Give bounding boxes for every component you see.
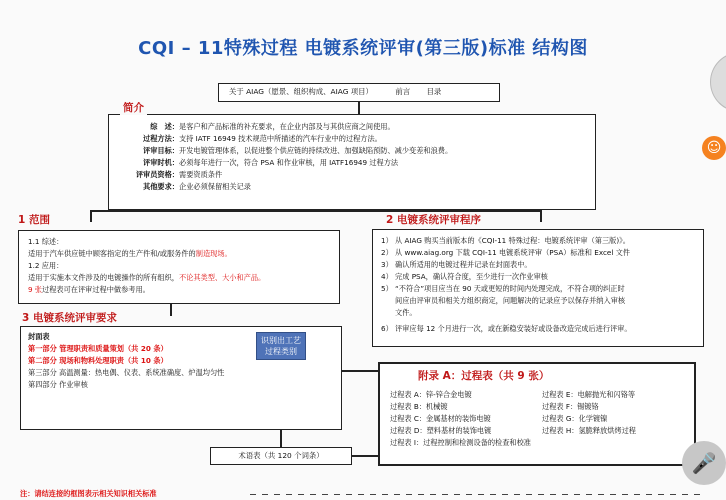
req-part: 第三部分 高温测量：热电偶、仪表、系统准确度、炉温均匀性 xyxy=(28,368,225,377)
connector-req-right xyxy=(342,370,378,372)
footer-dashes xyxy=(250,494,700,495)
intro-row: 其他要求：企业必须保留相关记录 xyxy=(143,182,251,191)
procedure-item: 间应由评审员和相关方组织商定，问题解决的记录应予以保存并纳入审核 xyxy=(395,296,626,305)
scope-line: 适用于汽车供应链中顾客指定的生产件和/或服务件的制造现场。 xyxy=(28,249,232,258)
intro-heading: 简介 xyxy=(120,100,147,115)
toc-text: 目录 xyxy=(426,87,442,96)
procedure-item: 3） 确认所适用的电镀过程并记录在封面表中。 xyxy=(381,260,532,269)
intro-row: 评审目标：开发电镀管理体系，以促进整个供应链的持续改进、加强缺陷预防、减少变差和浪费。 xyxy=(143,146,453,155)
scope-box xyxy=(18,230,340,304)
req-cover: 封面表 xyxy=(28,332,50,341)
glossary-box: 术语表（共 120 个词条） xyxy=(210,447,352,465)
connector-scope-down xyxy=(170,304,172,316)
page-title: CQI – 11特殊过程 电镀系统评审(第三版)标准 结构图 xyxy=(138,38,588,59)
appendix-grid xyxy=(390,389,694,437)
requirements-heading: 3 电镀系统评审要求 xyxy=(22,312,117,324)
procedure-item: 4） 完成 PSA，确认符合度，至少进行一次作业审核 xyxy=(381,272,548,281)
procedure-item: 2） 从 www.aiag.org 下载 CQI-11 电镀系统评审（PSA）标准和 Excel 文件 xyxy=(381,248,630,257)
appendix-item: 过程表 H：氢脆释放烘烤过程 xyxy=(542,426,636,435)
req-part: 第四部分 作业审核 xyxy=(28,380,88,389)
appendix-item: 过程表 I：过程控制和检测设备的检查和校准 xyxy=(390,438,531,447)
procedure-item: 5） “不符合”项目应当在 90 天或更短的时间内处理完成，不符合项的纠正时 xyxy=(381,284,625,293)
scope-heading: 1 范围 xyxy=(18,214,50,226)
req-part: 第一部分 管理职责和质量策划（共 20 条） xyxy=(28,344,168,353)
connector-top xyxy=(358,102,360,114)
scope-line: 9 张过程表可在评审过程中做参考用。 xyxy=(28,285,150,294)
intro-row: 评审员资格：需要资质条件 xyxy=(135,170,223,179)
preface-text: 前言 xyxy=(395,87,411,96)
appendix-box xyxy=(378,362,696,466)
scope-line: 1.2 应用： xyxy=(28,261,64,270)
connector-right xyxy=(540,210,542,222)
intro-row: 综 述：是客户和产品标准的补充要求，在企业内部及与其供应商之间使用。 xyxy=(150,122,395,131)
req-part: 第二部分 现场和物料处理职责（共 10 条） xyxy=(28,356,168,365)
side-avatar[interactable] xyxy=(710,52,726,112)
appendix-item: 过程表 D：塑料基材的装饰电镀 xyxy=(390,426,492,435)
connector-glossary xyxy=(352,455,378,457)
procedure-heading: 2 电镀系统评审程序 xyxy=(386,214,481,226)
appendix-heading: 附录 A：过程表（共 9 张） xyxy=(418,370,550,382)
top-info-box xyxy=(218,83,500,102)
appendix-item: 过程表 F：锡镀铬 xyxy=(542,402,599,411)
intro-row: 过程方法：支持 IATF 16949 技术规范中所描述的汽车行业中的过程方法。 xyxy=(143,134,382,143)
appendix-item: 过程表 G：化学镀镍 xyxy=(542,414,608,423)
procedure-box xyxy=(372,229,704,347)
appendix-item: 过程表 B：机械镀 xyxy=(390,402,448,411)
procedure-item: 6） 评审应每 12 个月进行一次，或在新稳安装好或设备改造完成后进行评审。 xyxy=(381,324,632,333)
process-category-tag: 识别出工艺过程类别 xyxy=(256,332,306,360)
scope-line: 1.1 综述： xyxy=(28,237,64,246)
intro-box xyxy=(108,114,596,210)
about-aiag-text: 关于 AIAG（愿景、组织构成、AIAG 项目） xyxy=(229,87,373,96)
intro-rows xyxy=(123,121,595,193)
procedure-item: 文件。 xyxy=(395,308,417,317)
appendix-item: 过程表 C：金属基材的装饰电镀 xyxy=(390,414,491,423)
mic-muted-icon[interactable]: 🎤 xyxy=(682,441,726,485)
appendix-item: 过程表 A：锌-锌合金电镀 xyxy=(390,390,472,399)
connector-left xyxy=(90,210,92,222)
appendix-item: 过程表 E：电解抛光和闪铬等 xyxy=(542,390,636,399)
user-icon[interactable]: ☺ xyxy=(702,136,726,160)
scope-line: 适用于实施本文件涉及的电镀操作的所有组织，不论其类型、大小和产品。 xyxy=(28,273,266,282)
footer-note: 注：请结连接的框图表示相关知识相关标准 xyxy=(20,489,157,498)
procedure-item: 1） 从 AIAG 购买当前版本的《CQI-11 特殊过程：电镀系统评审（第三版)》。 xyxy=(381,236,630,245)
intro-row: 评审时机：必须每年进行一次，符合 PSA 和作业审核，用 IATF16949 过程方法 xyxy=(143,158,399,167)
connector-req-down xyxy=(280,430,282,447)
